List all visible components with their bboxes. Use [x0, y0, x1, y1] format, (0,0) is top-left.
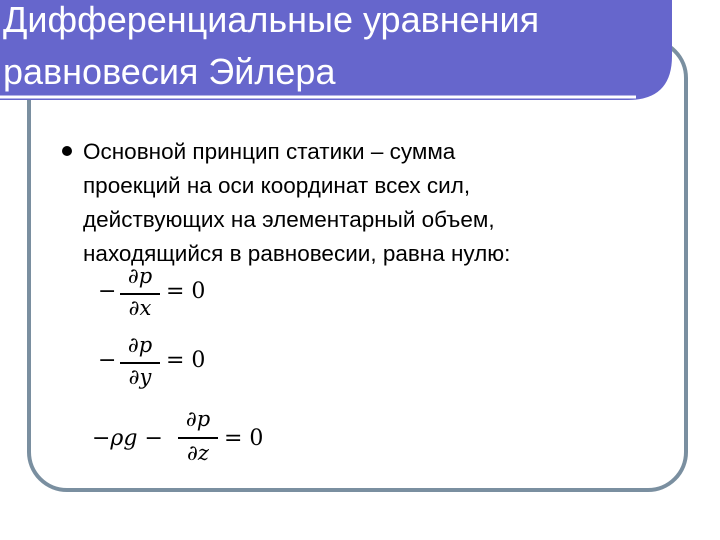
equation-z-fraction	[178, 403, 218, 469]
body-text-line-3: действующих на элементарный объем,	[83, 207, 495, 232]
equation-y	[98, 331, 228, 393]
equation-x-rhs: = 0	[166, 279, 206, 304]
body-text-line-2: проекций на оси координат всех сил,	[83, 173, 471, 198]
equation-y-rhs: = 0	[166, 348, 206, 373]
equation-y-minus: −	[98, 348, 117, 373]
equation-y-numerator: ∂p	[127, 333, 153, 357]
equation-z-denominator: ∂z	[187, 441, 209, 465]
equation-z-numerator: ∂p	[185, 407, 211, 431]
equation-x-denominator: ∂x	[128, 296, 152, 320]
equation-x-numerator: ∂p	[127, 264, 153, 288]
body-text-line-4: находящийся в равновесии, равна нулю:	[83, 241, 511, 266]
bullet-icon	[62, 146, 72, 156]
equation-y-denominator: ∂y	[128, 365, 152, 389]
slide-title-line-2: равновесия Эйлера	[3, 51, 336, 92]
equation-y-fraction-bar	[120, 362, 160, 364]
equation-z	[92, 403, 282, 469]
equation-y-fraction	[120, 331, 160, 393]
equation-x-minus: −	[98, 279, 117, 304]
slide-title-line-1: Дифференциальные уравнения	[3, 0, 540, 40]
equation-x-fraction-bar	[120, 293, 160, 295]
equation-z-fraction-bar	[178, 437, 218, 439]
equation-z-prefix: −ρg −	[92, 426, 163, 451]
equation-x-fraction	[120, 262, 160, 322]
body-text-line-1: Основной принцип статики – сумма	[83, 139, 456, 164]
equation-z-rhs: = 0	[224, 426, 264, 451]
equation-x	[98, 262, 228, 322]
